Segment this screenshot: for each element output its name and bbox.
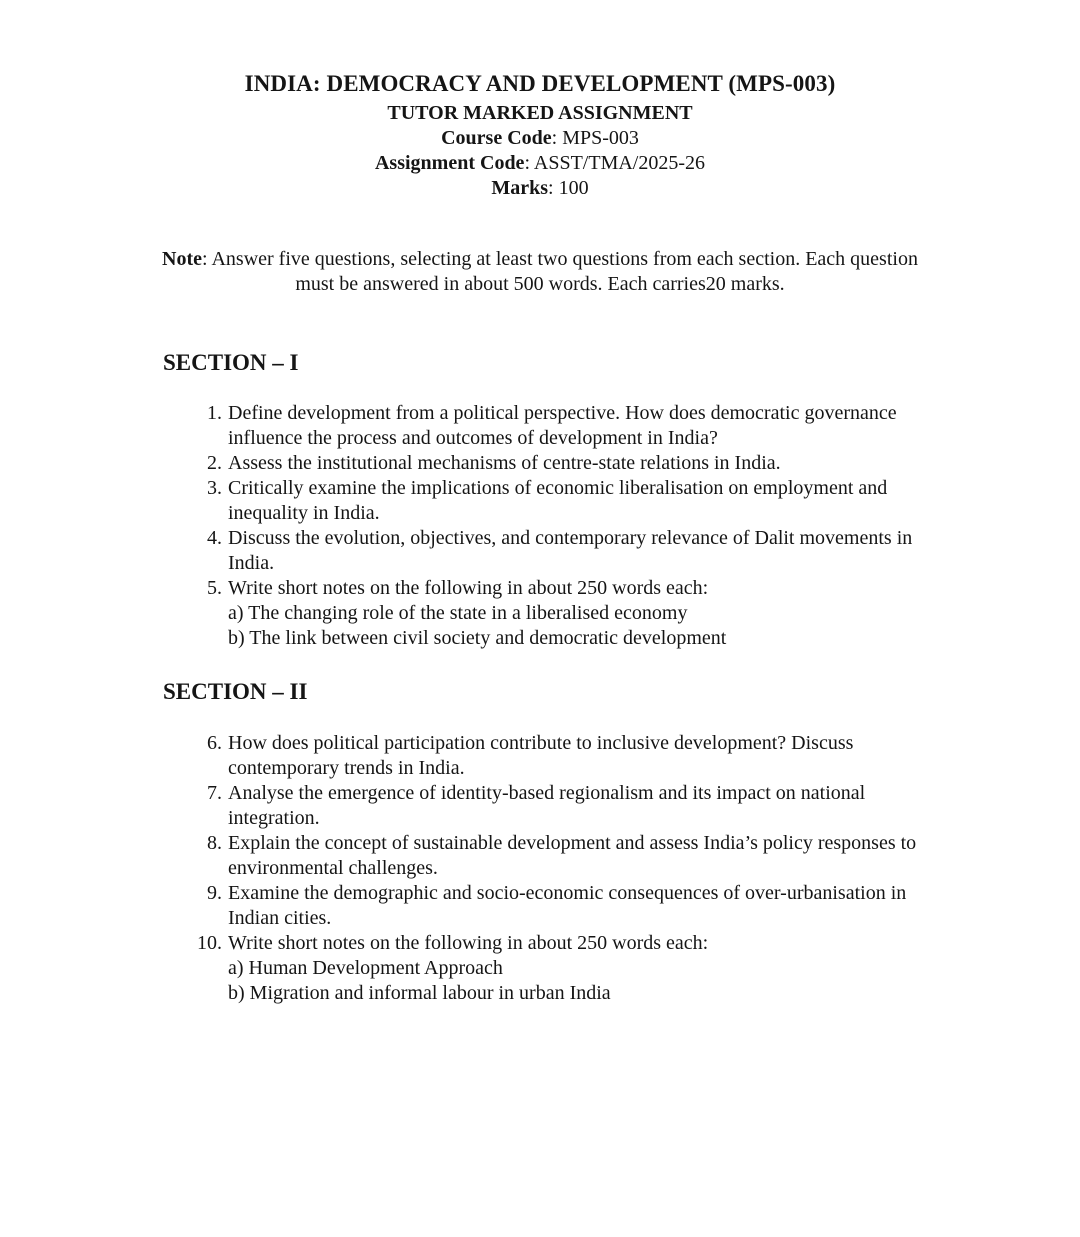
assignment-code-label: Assignment Code — [374, 152, 525, 174]
section-1-heading: SECTION – I — [163, 350, 299, 375]
question-text: Critically examine the implications of economic liberalisation on employment and inequality in India. — [228, 477, 888, 524]
question-item — [190, 401, 930, 451]
question-item — [190, 451, 930, 476]
question-text: Explain the concept of sustainable development and assess India’s policy responses to environmental challenges. — [228, 832, 917, 879]
question-item — [190, 526, 930, 576]
question-item — [190, 781, 930, 831]
question-text: Write short notes on the following in about 250 words each: — [228, 932, 709, 954]
question-number: 6. — [207, 732, 222, 754]
sub-question: b) The link between civil society and democratic development — [228, 627, 727, 649]
question-item — [190, 931, 930, 1006]
question-number: 3. — [207, 477, 222, 499]
sub-question: b) Migration and informal labour in urban India — [228, 982, 611, 1004]
question-number: 8. — [207, 832, 222, 854]
question-number: 7. — [207, 782, 222, 804]
course-code-line — [0, 126, 1080, 151]
assignment-code-line — [0, 151, 1080, 176]
question-text: Examine the demographic and socio-economic consequences of over-urbanisation in Indian cities. — [228, 882, 907, 929]
sub-question: a) Human Development Approach — [228, 957, 503, 979]
question-text: Write short notes on the following in about 250 words each: — [228, 577, 709, 599]
question-text: Analyse the emergence of identity-based regionalism and its impact on national integration. — [228, 782, 866, 829]
section-2-question-list — [190, 731, 930, 1006]
document-header — [0, 68, 1080, 201]
question-number: 10. — [197, 932, 222, 954]
course-code-label: Course Code — [441, 127, 552, 149]
marks-label: Marks — [491, 177, 549, 199]
assignment-code-value: : ASST/TMA/2025-26 — [524, 152, 706, 174]
marks-line — [0, 176, 1080, 201]
question-item — [190, 731, 930, 781]
note-label: Note — [162, 248, 203, 270]
question-item — [190, 881, 930, 931]
question-number: 5. — [207, 577, 222, 599]
marks-value: : 100 — [548, 177, 589, 199]
note-text: : Answer five questions, selecting at least two questions from each section. Each question must be answered in about 500 words. Each carries20 marks. — [202, 248, 918, 295]
question-number: 1. — [207, 402, 222, 424]
question-number: 2. — [207, 452, 222, 474]
section-1-question-list — [190, 401, 930, 651]
question-item — [190, 476, 930, 526]
question-text: Assess the institutional mechanisms of centre-state relations in India. — [228, 452, 781, 474]
question-text: Define development from a political perspective. How does democratic governance influence the process and outcomes of development in India? — [228, 402, 897, 449]
question-item — [190, 576, 930, 651]
course-code-value: : MPS-003 — [551, 127, 639, 149]
document-subtitle: TUTOR MARKED ASSIGNMENT — [387, 102, 693, 124]
question-text: How does political participation contribute to inclusive development? Discuss contemporary trends in India. — [228, 732, 854, 779]
document-title: INDIA: DEMOCRACY AND DEVELOPMENT (MPS-003) — [244, 71, 836, 96]
instructions-note — [150, 247, 930, 297]
question-item — [190, 831, 930, 881]
sub-question: a) The changing role of the state in a liberalised economy — [228, 602, 688, 624]
section-2-heading: SECTION – II — [163, 679, 308, 704]
question-number: 4. — [207, 527, 222, 549]
question-number: 9. — [207, 882, 222, 904]
question-text: Discuss the evolution, objectives, and contemporary relevance of Dalit movements in India. — [228, 527, 913, 574]
